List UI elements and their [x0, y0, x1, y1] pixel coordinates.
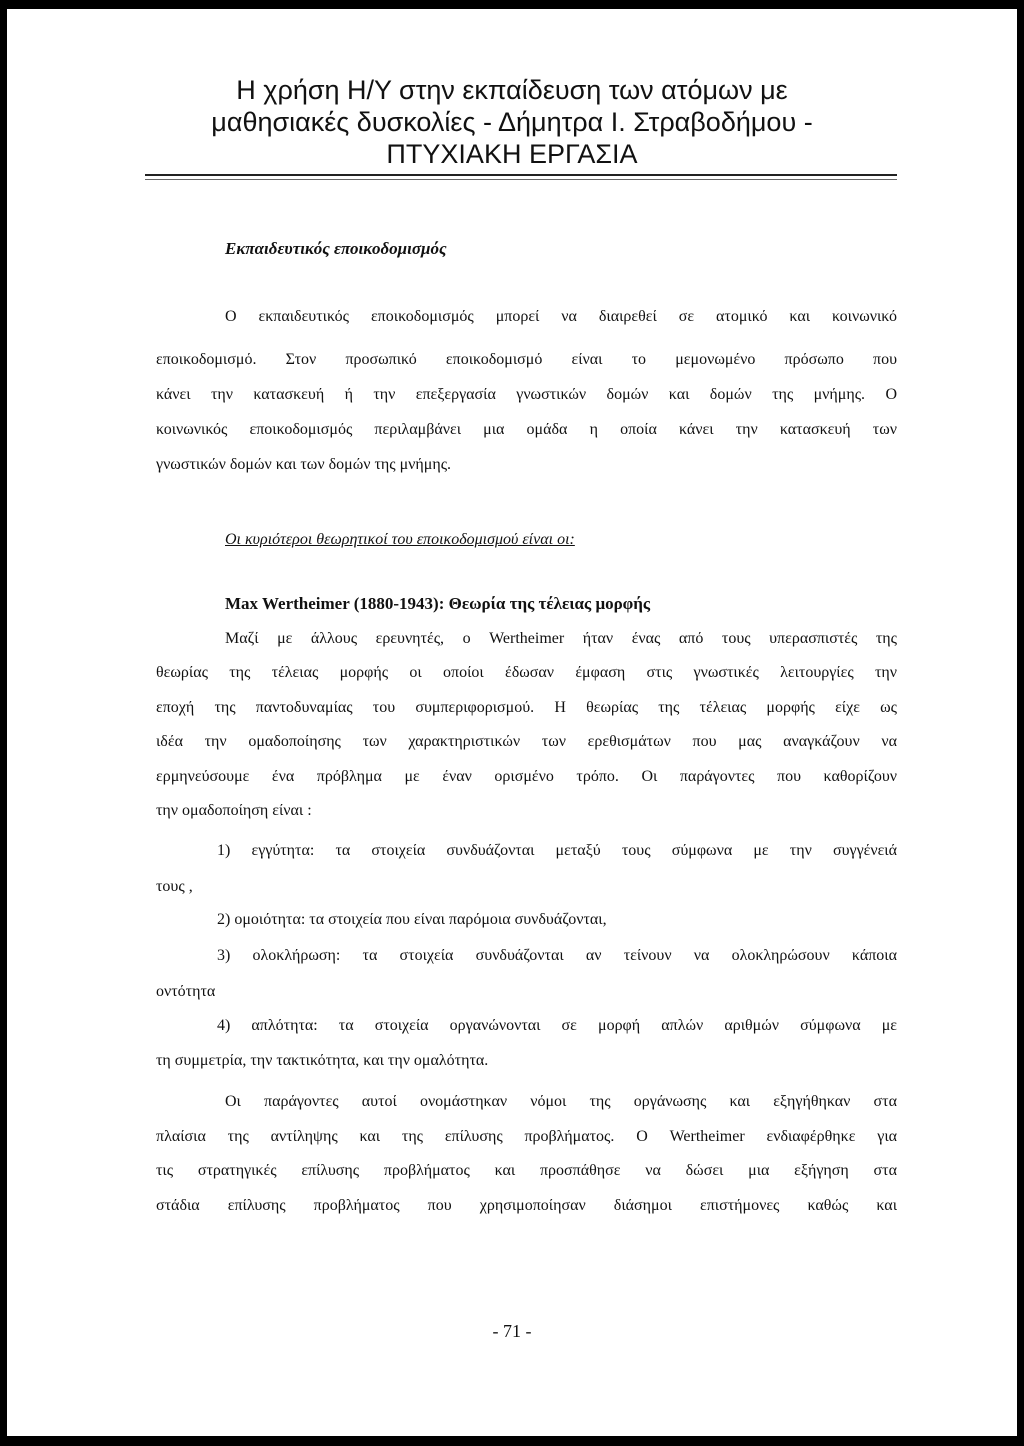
intro-line-2: εποικοδομισμό. Στον προσωπικό εποικοδομισμό είναι το μεμονωμένο πρόσωπο που — [156, 351, 897, 368]
factor-3: 3) ολοκλήρωση: τα στοιχεία συνδυάζονται αν τείνουν να ολοκληρώσουν κάποια — [217, 947, 897, 964]
header-line-3: ΠΤΥΧΙΑΚΗ ΕΡΓΑΣΙΑ — [386, 139, 638, 169]
intro-line-4: κοινωνικός εποικοδομισμός περιλαμβάνει μια ομάδα η οποία κάνει την κατασκευή των — [156, 421, 897, 438]
header-line-1: Η χρήση Η/Υ στην εκπαίδευση των ατόμων με — [236, 75, 788, 105]
factor-1-cont: τους , — [156, 878, 193, 895]
closing-line-2: πλαίσια της αντίληψης και της επίλυσης προβλήματος. Ο Wertheimer ενδιαφέρθηκε για — [156, 1128, 897, 1145]
intro-line-3: κάνει την κατασκευή ή την επεξεργασία γνωστικών δομών και δομών της μνήμης. Ο — [156, 386, 897, 403]
body-line-4: ιδέα την ομαδοποίησης των χαρακτηριστικών των ερεθισμάτων που μας αναγκάζουν να — [156, 733, 897, 750]
factor-2: 2) ομοιότητα: τα στοιχεία που είναι παρόμοια συνδυάζονται, — [217, 911, 607, 928]
theorist-title: Max Wertheimer (1880-1943): Θεωρία της τέλειας μορφής — [225, 594, 651, 613]
closing-line-1: Οι παράγοντες αυτοί ονομάστηκαν νόμοι της οργάνωσης και εξηγήθηκαν στα — [225, 1093, 897, 1110]
document-page — [7, 9, 1017, 1436]
intro-line-1: Ο εκπαιδευτικός εποικοδομισμός μπορεί να διαιρεθεί σε ατομικό και κοινωνικό — [225, 308, 897, 325]
theorists-heading: Οι κυριότεροι θεωρητικοί του εποικοδομισμού είναι οι: — [225, 531, 575, 548]
body-line-1: Μαζί με άλλους ερευνητές, ο Wertheimer ήταν ένας από τους υπερασπιστές της — [225, 630, 897, 647]
factor-4: 4) απλότητα: τα στοιχεία οργανώνονται σε μορφή απλών αριθμών σύμφωνα με — [217, 1017, 897, 1034]
intro-line-5: γνωστικών δομών και των δομών της μνήμης. — [156, 456, 452, 473]
header-rule — [145, 174, 897, 176]
page-number: - 71 - — [492, 1321, 532, 1341]
factor-1: 1) εγγύτητα: τα στοιχεία συνδυάζονται μεταξύ τους σύμφωνα με την συγγένειά — [217, 842, 897, 859]
header-line-2: μαθησιακές δυσκολίες - Δήμητρα Ι. Στραβοδήμου - — [211, 107, 813, 137]
body-line-5: ερμηνεύσουμε ένα πρόβλημα με έναν ορισμένο τρόπο. Οι παράγοντες που καθορίζουν — [156, 768, 897, 785]
body-line-2: θεωρίας της τέλειας μορφής οι οποίοι έδωσαν έμφαση στις γνωστικές λειτουργίες την — [156, 664, 897, 681]
factor-3-cont: οντότητα — [156, 983, 216, 1000]
body-line-6: την ομαδοποίηση είναι : — [156, 802, 312, 819]
page-header — [7, 74, 1017, 170]
closing-line-3: τις στρατηγικές επίλυσης προβλήματος και προσπάθησε να δώσει μια εξήγηση στα — [156, 1162, 897, 1179]
closing-line-4: στάδια επίλυσης προβλήματος που χρησιμοποίησαν διάσημοι επιστήμονες καθώς και — [156, 1197, 897, 1214]
header-rule-thin — [145, 179, 897, 180]
body-line-3: εποχή της παντοδυναμίας του συμπεριφορισμού. Η θεωρίας της τέλειας μορφής είχε ως — [156, 699, 897, 716]
factor-4-cont: τη συμμετρία, την τακτικότητα, και την ομαλότητα. — [156, 1052, 489, 1069]
section-heading: Εκπαιδευτικός εποικοδομισμός — [225, 239, 447, 258]
